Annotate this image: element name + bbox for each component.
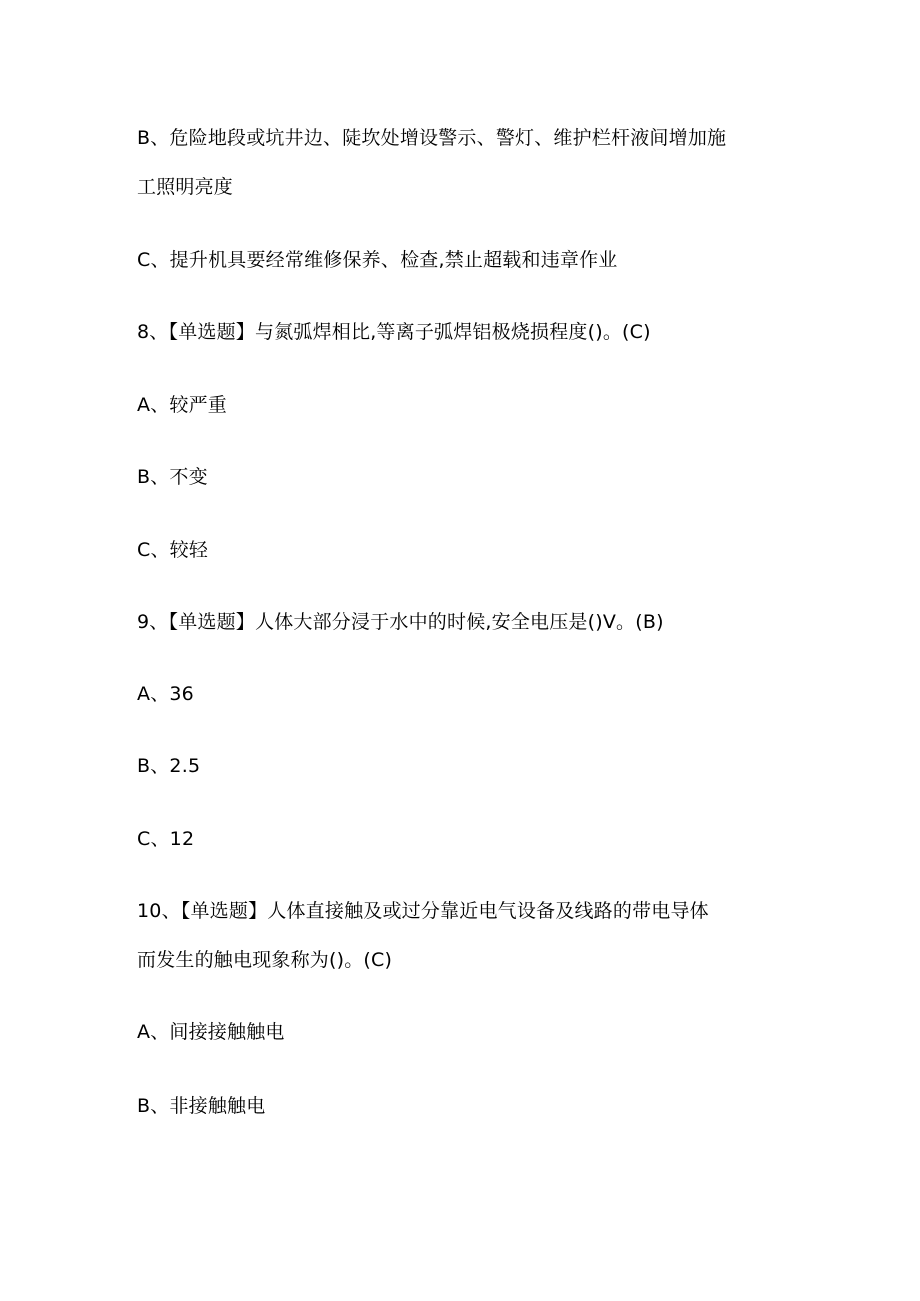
question-9: 9、【单选题】人体大部分浸于水中的时候,安全电压是()V。(B) xyxy=(137,611,664,633)
option-c-q8: C、较轻 xyxy=(137,539,209,561)
option-b-q7-line2: 工照明亮度 xyxy=(137,176,234,198)
option-a-q9: A、36 xyxy=(137,683,194,705)
option-b-q9: B、2.5 xyxy=(137,755,201,777)
option-a-q8: A、较严重 xyxy=(137,394,227,416)
option-b-q8: B、不变 xyxy=(137,466,208,488)
option-b-q10: B、非接触触电 xyxy=(137,1095,266,1117)
option-a-q10: A、间接接触触电 xyxy=(137,1021,285,1043)
option-c-q7: C、提升机具要经常维修保养、检查,禁止超载和违章作业 xyxy=(137,249,618,271)
question-10-line2: 而发生的触电现象称为()。(C) xyxy=(137,949,393,971)
question-10-line1: 10、【单选题】人体直接触及或过分靠近电气设备及线路的带电导体 xyxy=(137,900,709,922)
option-c-q9: C、12 xyxy=(137,828,195,850)
option-b-q7-line1: B、危险地段或坑井边、陡坎处增设警示、警灯、维护栏杆液间增加施 xyxy=(137,127,727,149)
question-8: 8、【单选题】与氮弧焊相比,等离子弧焊铝极烧损程度()。(C) xyxy=(137,321,651,343)
